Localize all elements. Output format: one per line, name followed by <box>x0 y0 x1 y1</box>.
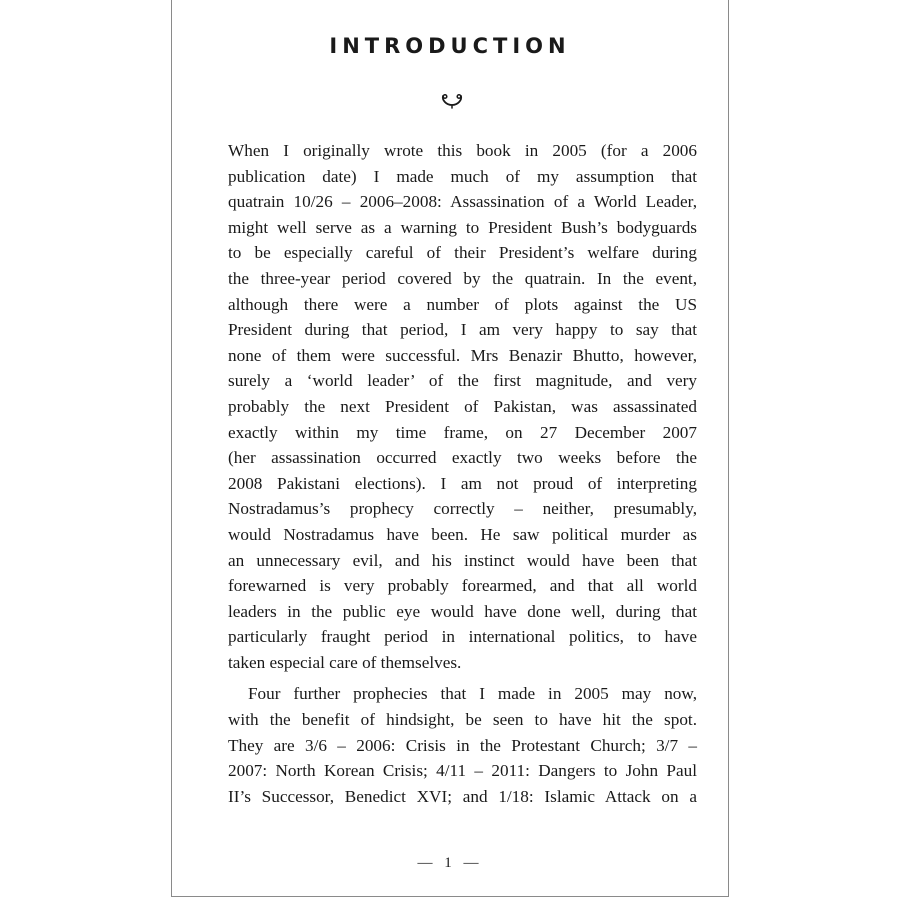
text-line: When I originally wrote this book in 2005 (for a 2006 <box>228 141 697 160</box>
text-line: Nostradamus’s prophecy correctly – neither, presumably, <box>228 499 697 519</box>
body-text <box>228 138 697 809</box>
text-line: particularly fraught period in international politics, to have <box>228 627 697 647</box>
text-line: surely a ‘world leader’ of the first magnitude, and very <box>228 371 697 391</box>
text-line: exactly within my time frame, on 27 December 2007 <box>228 422 697 442</box>
text-line: although there were a number of plots against the US <box>228 294 697 314</box>
text-line: to be especially careful of their President’s welfare during <box>228 243 697 263</box>
text-line: leaders in the public eye would have done well, during that <box>228 601 697 621</box>
text-line: Four further prophecies that I made in 2005 may now, <box>248 684 697 704</box>
text-line: quatrain 10/26 – 2006–2008: Assassination of a World Leader, <box>228 192 697 212</box>
text-line: might well serve as a warning to President Bush’s bodyguards <box>228 217 697 237</box>
text-line: an unnecessary evil, and his instinct would have been that <box>228 550 697 570</box>
text-line: 2007: North Korean Crisis; 4/11 – 2011: Dangers to John Paul <box>228 761 697 781</box>
paragraph-1 <box>228 138 697 675</box>
text-line: (her assassination occurred exactly two weeks before the <box>228 448 697 468</box>
scroll-ornament-icon <box>440 92 464 110</box>
text-line: forewarned is very probably forearmed, and that all world <box>228 576 697 596</box>
text-line: taken especial care of themselves. <box>228 652 462 672</box>
text-line: probably the next President of Pakistan, was assassinated <box>228 396 697 416</box>
text-line: none of them were successful. Mrs Benazir Bhutto, however, <box>228 345 697 365</box>
text-line: with the benefit of hindsight, be seen to have hit the spot. <box>228 710 697 730</box>
text-line: the three-year period covered by the quatrain. In the event, <box>228 268 697 288</box>
text-line: President during that period, I am very happy to say that <box>228 320 697 340</box>
text-line: II’s Successor, Benedict XVI; and 1/18: Islamic Attack on a <box>228 786 697 806</box>
chapter-heading: INTRODUCTION <box>329 34 571 58</box>
page-number: — 1 — <box>417 855 483 871</box>
paragraph-2 <box>228 681 697 809</box>
text-line: would Nostradamus have been. He saw political murder as <box>228 524 697 544</box>
text-line: 2008 Pakistani elections). I am not proud of interpreting <box>228 473 697 493</box>
text-line: They are 3/6 – 2006: Crisis in the Protestant Church; 3/7 – <box>228 735 697 755</box>
text-line: publication date) I made much of my assumption that <box>228 166 697 186</box>
book-page <box>171 0 729 897</box>
